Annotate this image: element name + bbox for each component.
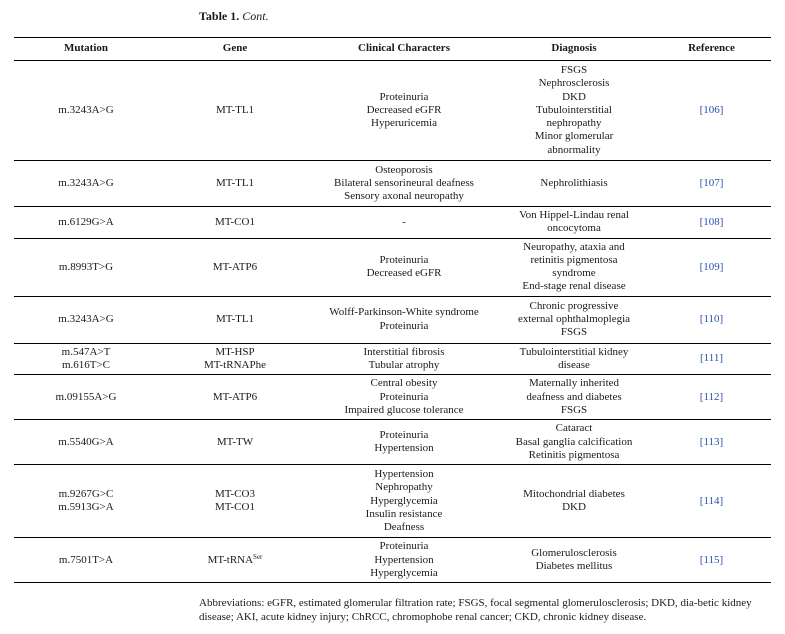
cell-gene-line	[158, 391, 312, 404]
cell-clinical-characters	[312, 207, 496, 239]
cell-diagnosis-text: external ophthalmoplegia	[517, 313, 631, 326]
cell-diagnosis-text: oncocytoma	[547, 222, 601, 235]
cell-gene-text: MT-TL1	[215, 103, 255, 116]
cell-reference	[652, 465, 771, 538]
cell-clinical-characters-line	[312, 508, 496, 521]
cell-diagnosis-line	[496, 404, 652, 417]
table-row	[14, 538, 771, 583]
cell-clinical-characters-text: Tubular atrophy	[368, 359, 440, 372]
cell-gene-line	[158, 488, 312, 501]
cell-mutation-line	[14, 436, 158, 449]
cell-clinical-characters-text: Interstitial fibrosis	[363, 345, 445, 358]
cell-clinical-characters-text: Hypertension	[374, 553, 434, 566]
cell-diagnosis-line	[496, 222, 652, 235]
cell-clinical-characters	[312, 343, 496, 375]
cell-mutation-text: m.5540G>A	[58, 435, 114, 448]
cell-gene-text: MT-ATP6	[212, 390, 258, 403]
cell-clinical-characters-line	[312, 359, 496, 372]
cell-gene	[158, 343, 312, 375]
cell-mutation-text: m.616T>C	[61, 359, 111, 372]
reference-link[interactable]: [106]	[699, 103, 724, 116]
cell-mutation-text: m.3243A>G	[58, 313, 114, 326]
cell-mutation-text: m.3243A>G	[58, 176, 114, 189]
cell-mutation-line	[14, 391, 158, 404]
cell-mutation	[14, 61, 158, 161]
cell-diagnosis-text: Neuropathy, ataxia and	[523, 240, 625, 253]
reference-link[interactable]: [114]	[699, 494, 724, 507]
cell-gene-text: MT-CO1	[215, 215, 255, 228]
cell-clinical-characters-text: Hypertension	[374, 442, 434, 455]
cell-clinical-characters-line	[312, 306, 496, 319]
cell-diagnosis-text: Maternally inherited	[528, 377, 620, 390]
table-row	[14, 343, 771, 375]
cell-diagnosis-text: deafness and diabetes	[526, 390, 622, 403]
cell-diagnosis	[496, 161, 652, 207]
cell-diagnosis-line	[496, 104, 652, 117]
cell-clinical-characters-text: Osteoporosis	[375, 163, 433, 176]
cell-gene-line	[158, 261, 312, 274]
cell-gene-text: MT-HSP	[215, 345, 255, 358]
cell-diagnosis-text: FSGS	[560, 326, 588, 339]
cell-clinical-characters-text: Hyperglycemia	[370, 566, 438, 579]
cell-diagnosis-text: nephropathy	[546, 117, 602, 130]
cell-clinical-characters	[312, 61, 496, 161]
cell-mutation	[14, 161, 158, 207]
cell-clinical-characters-line	[312, 320, 496, 333]
cell-diagnosis-text: Minor glomerular	[534, 130, 614, 143]
cell-diagnosis-line	[496, 547, 652, 560]
cell-diagnosis-text: Nephrolithiasis	[540, 176, 608, 189]
cell-gene-text: MT-tRNAPhe	[204, 359, 266, 372]
cell-gene-line	[158, 104, 312, 117]
cell-clinical-characters-text: Decreased eGFR	[366, 103, 442, 116]
cell-mutation-line	[14, 216, 158, 229]
cell-gene	[158, 420, 312, 465]
cell-mutation-text: m.8993T>G	[58, 260, 114, 273]
cell-clinical-characters-line	[312, 346, 496, 359]
header-clinical-characters: Clinical Characters	[312, 38, 496, 61]
table-row	[14, 420, 771, 465]
cell-clinical-characters	[312, 538, 496, 583]
table-header-row	[14, 38, 771, 61]
cell-diagnosis-line	[496, 436, 652, 449]
cell-mutation	[14, 420, 158, 465]
cell-mutation-line	[14, 554, 158, 567]
cell-diagnosis-text: Retinitis pigmentosa	[528, 448, 620, 461]
cell-clinical-characters-line	[312, 442, 496, 455]
cell-gene	[158, 238, 312, 296]
cell-clinical-characters-line	[312, 481, 496, 494]
cell-gene-text: MT-ATP6	[212, 260, 258, 273]
cell-mutation-line	[14, 346, 158, 359]
cell-clinical-characters-line	[312, 91, 496, 104]
cell-diagnosis-line	[496, 391, 652, 404]
cell-mutation-line	[14, 104, 158, 117]
cell-gene	[158, 465, 312, 538]
cell-reference	[652, 343, 771, 375]
cell-clinical-characters-line	[312, 164, 496, 177]
cell-diagnosis-line	[496, 560, 652, 573]
cell-diagnosis-text: Tubulointerstitial	[536, 103, 612, 116]
cell-mutation-line	[14, 261, 158, 274]
cell-mutation-text: m.7501T>A	[58, 553, 114, 566]
cell-diagnosis-line	[496, 241, 652, 254]
header-mutation: Mutation	[14, 38, 158, 61]
cell-clinical-characters-line	[312, 554, 496, 567]
table-row	[14, 207, 771, 239]
cell-reference	[652, 61, 771, 161]
cell-diagnosis-line	[496, 177, 652, 190]
cell-diagnosis-text: FSGS	[560, 63, 588, 76]
cell-diagnosis-text: DKD	[562, 501, 586, 514]
cell-reference	[652, 296, 771, 343]
cell-clinical-characters-line	[312, 567, 496, 580]
cell-clinical-characters-text: Deafness	[383, 521, 425, 534]
cell-mutation-line	[14, 488, 158, 501]
cell-diagnosis-text: Diabetes mellitus	[535, 560, 613, 573]
cell-clinical-characters-text: Proteinuria	[379, 90, 429, 103]
cell-clinical-characters-line	[312, 495, 496, 508]
cell-diagnosis	[496, 465, 652, 538]
cell-diagnosis-line	[496, 313, 652, 326]
reference-link[interactable]: [115]	[699, 553, 724, 566]
cell-clinical-characters-text: Proteinuria	[379, 540, 429, 553]
cell-clinical-characters-line	[312, 267, 496, 280]
cell-clinical-characters-text: Nephropathy	[375, 481, 433, 494]
cell-diagnosis-text: FSGS	[560, 403, 588, 416]
cell-clinical-characters-line	[312, 216, 496, 229]
cell-clinical-characters-line	[312, 104, 496, 117]
cell-diagnosis-text: Tubulointerstitial kidney	[519, 345, 629, 358]
cell-clinical-characters-line	[312, 377, 496, 390]
table-body	[14, 61, 771, 583]
cell-gene	[158, 375, 312, 420]
cell-diagnosis-text: Chronic progressive	[529, 299, 619, 312]
cell-gene-line	[158, 346, 312, 359]
cell-clinical-characters-text: Central obesity	[370, 377, 438, 390]
gene-superscript: Ser	[253, 552, 263, 561]
cell-diagnosis-line	[496, 488, 652, 501]
cell-diagnosis-text: retinitis pigmentosa	[530, 253, 618, 266]
cell-clinical-characters	[312, 465, 496, 538]
cell-diagnosis-line	[496, 501, 652, 514]
cell-clinical-characters-line	[312, 468, 496, 481]
cell-diagnosis-text: syndrome	[552, 267, 596, 280]
cell-clinical-characters-line	[312, 254, 496, 267]
cell-mutation-line	[14, 177, 158, 190]
cell-mutation	[14, 465, 158, 538]
cell-gene-line	[158, 216, 312, 229]
table-caption-label: Table 1.	[199, 9, 240, 23]
cell-diagnosis-line	[496, 359, 652, 372]
cell-mutation-text: m.9267G>C	[58, 487, 114, 500]
cell-diagnosis	[496, 343, 652, 375]
cell-diagnosis-line	[496, 254, 652, 267]
reference-link[interactable]: [107]	[699, 176, 724, 189]
cell-gene	[158, 161, 312, 207]
cell-clinical-characters-text: Proteinuria	[379, 319, 429, 332]
cell-gene-line	[158, 177, 312, 190]
cell-diagnosis-text: Basal ganglia calcification	[515, 435, 633, 448]
cell-diagnosis-text: abnormality	[547, 143, 601, 156]
cell-gene-text: MT-tRNA	[207, 553, 254, 566]
cell-reference	[652, 161, 771, 207]
cell-diagnosis-text: Von Hippel-Lindau renal	[519, 209, 629, 221]
cell-diagnosis-line	[496, 267, 652, 280]
cell-mutation-text: m.5913G>A	[58, 501, 114, 514]
cell-clinical-characters-line	[312, 540, 496, 553]
cell-diagnosis	[496, 207, 652, 239]
cell-clinical-characters-text: Sensory axonal neuropathy	[344, 190, 464, 203]
cell-clinical-characters-text: Hyperuricemia	[371, 117, 437, 130]
cell-diagnosis	[496, 375, 652, 420]
table-row	[14, 238, 771, 296]
cell-mutation-line	[14, 501, 158, 514]
cell-reference	[652, 375, 771, 420]
cell-clinical-characters-line	[312, 117, 496, 130]
cell-mutation-text: m.547A>T	[61, 345, 111, 358]
cell-gene-line	[158, 501, 312, 514]
cell-clinical-characters	[312, 375, 496, 420]
cell-clinical-characters-text: Proteinuria	[379, 390, 429, 403]
cell-clinical-characters-line	[312, 404, 496, 417]
cell-clinical-characters-text: -	[402, 215, 406, 228]
cell-mutation-line	[14, 359, 158, 372]
cell-clinical-characters-line	[312, 391, 496, 404]
cell-mutation	[14, 375, 158, 420]
cell-clinical-characters	[312, 238, 496, 296]
cell-clinical-characters	[312, 420, 496, 465]
cell-diagnosis	[496, 538, 652, 583]
cell-diagnosis-text: Glomerulosclerosis	[531, 546, 617, 559]
cell-gene	[158, 538, 312, 583]
reference-link[interactable]: [110]	[699, 313, 724, 326]
cell-gene	[158, 296, 312, 343]
cell-mutation	[14, 538, 158, 583]
cell-diagnosis-line	[496, 346, 652, 359]
table-caption	[199, 9, 269, 24]
cell-diagnosis-line	[496, 300, 652, 313]
cell-diagnosis-text: Cataract	[555, 422, 593, 435]
cell-clinical-characters-line	[312, 177, 496, 190]
cell-diagnosis-text: disease	[558, 359, 590, 372]
cell-clinical-characters-text: Bilateral sensorineural deafness	[334, 176, 474, 189]
cell-diagnosis-line	[496, 91, 652, 104]
table-row	[14, 61, 771, 161]
cell-clinical-characters-text: Hypertension	[374, 468, 434, 481]
cell-gene-text: MT-TL1	[215, 176, 255, 189]
reference-link[interactable]: [112]	[699, 390, 724, 403]
reference-link[interactable]: [113]	[699, 435, 724, 448]
cell-diagnosis-line	[496, 144, 652, 157]
cell-diagnosis	[496, 61, 652, 161]
cell-mutation	[14, 343, 158, 375]
mutation-table	[14, 37, 771, 583]
table-row	[14, 296, 771, 343]
cell-diagnosis-text: Nephrosclerosis	[538, 77, 610, 90]
cell-clinical-characters-text: Hyperglycemia	[370, 494, 438, 507]
cell-diagnosis-text: End-stage renal disease	[522, 280, 626, 293]
cell-gene	[158, 207, 312, 239]
table-row	[14, 465, 771, 538]
cell-clinical-characters	[312, 296, 496, 343]
reference-link[interactable]: [111]	[699, 352, 723, 365]
cell-mutation-line	[14, 313, 158, 326]
cell-clinical-characters-text: Proteinuria	[379, 428, 429, 441]
cell-diagnosis	[496, 296, 652, 343]
cell-gene-line	[158, 554, 312, 567]
cell-reference	[652, 207, 771, 239]
cell-clinical-characters-line	[312, 521, 496, 534]
cell-clinical-characters-text: Impaired glucose tolerance	[344, 403, 464, 416]
cell-gene	[158, 61, 312, 161]
table-row	[14, 161, 771, 207]
cell-gene-text: MT-TL1	[215, 313, 255, 326]
cell-gene-line	[158, 359, 312, 372]
cell-diagnosis-line	[496, 326, 652, 339]
cell-diagnosis	[496, 420, 652, 465]
cell-diagnosis-line	[496, 449, 652, 462]
cell-diagnosis-line	[496, 64, 652, 77]
cell-clinical-characters-text: Proteinuria	[379, 253, 429, 266]
cell-mutation	[14, 296, 158, 343]
header-diagnosis: Diagnosis	[496, 38, 652, 61]
cell-diagnosis-text: DKD	[562, 90, 586, 103]
cell-mutation-text: m.09155A>G	[55, 390, 117, 403]
cell-clinical-characters	[312, 161, 496, 207]
header-gene: Gene	[158, 38, 312, 61]
header-reference: Reference	[652, 38, 771, 61]
cell-mutation	[14, 238, 158, 296]
cell-diagnosis-text: Mitochondrial diabetes	[523, 487, 625, 500]
reference-link[interactable]: [108]	[699, 215, 724, 228]
cell-clinical-characters-line	[312, 190, 496, 203]
cell-gene-line	[158, 313, 312, 326]
cell-reference	[652, 538, 771, 583]
cell-gene-line	[158, 436, 312, 449]
cell-mutation	[14, 207, 158, 239]
cell-diagnosis-line	[496, 77, 652, 90]
cell-diagnosis-line	[496, 377, 652, 390]
cell-gene-text: MT-CO3	[215, 487, 255, 500]
table-caption-cont: Cont.	[242, 9, 269, 23]
cell-diagnosis-line	[496, 209, 652, 222]
cell-diagnosis-line	[496, 117, 652, 130]
cell-gene-text: MT-TW	[216, 435, 254, 448]
cell-reference	[652, 238, 771, 296]
cell-diagnosis-line	[496, 280, 652, 293]
cell-clinical-characters-line	[312, 429, 496, 442]
abbreviations-note: Abbreviations: eGFR, estimated glomerular filtration rate; FSGS, focal segmental glomerulosclerosis; DKD, dia-betic kidney disease; AKI, acute kidney injury; ChRCC, chromophobe renal cancer; CKD, chronic kidney disease.	[199, 597, 752, 623]
cell-diagnosis	[496, 238, 652, 296]
cell-diagnosis-line	[496, 130, 652, 143]
reference-link[interactable]: [109]	[699, 260, 724, 273]
cell-mutation-text: m.6129G>A	[58, 215, 114, 228]
table-row	[14, 375, 771, 420]
cell-clinical-characters-text: Wolff-Parkinson-White syndrome	[329, 306, 479, 319]
cell-clinical-characters-text: Insulin resistance	[365, 507, 443, 520]
cell-gene-text: MT-CO1	[215, 501, 255, 514]
cell-mutation-text: m.3243A>G	[58, 103, 114, 116]
cell-clinical-characters-text: Decreased eGFR	[366, 267, 442, 280]
cell-diagnosis-line	[496, 422, 652, 435]
cell-reference	[652, 420, 771, 465]
